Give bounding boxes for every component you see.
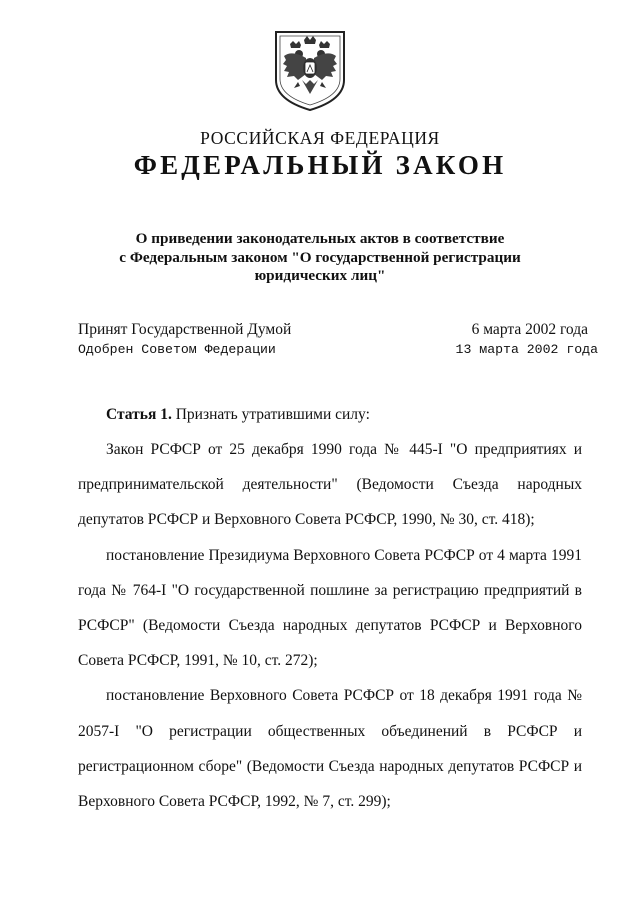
- duma-label: Принят Государственной Думой: [78, 321, 292, 338]
- council-date: 13 марта 2002 года: [455, 342, 598, 357]
- law-title-line: О приведении законодательных актов в соответствие: [135, 230, 505, 247]
- law-title-line: с Федеральным законом "О государственной регистрации: [119, 248, 521, 266]
- article-intro: Признать утратившими силу:: [175, 406, 370, 423]
- article-heading: [106, 406, 370, 424]
- council-label: Одобрен Советом Федерации: [78, 342, 276, 357]
- country-name: РОССИЙСКАЯ ФЕДЕРАЦИЯ: [200, 128, 440, 148]
- article-body: [78, 432, 582, 819]
- article-label: Статья 1.: [106, 406, 172, 423]
- law-title-line: юридических лиц": [254, 267, 386, 284]
- law-title: [0, 230, 640, 286]
- duma-date: 6 марта 2002 года: [471, 321, 588, 338]
- article-item: постановление Президиума Верховного Совета РСФСР от 4 марта 1991 года № 764-I "О государственной пошлине за регистрацию предприятий в РСФСР" (Ведомости Съезда народных депутатов РСФСР и Верховного Совета РСФСР, 1991, № 10, ст. 272);: [78, 546, 582, 670]
- document-type: ФЕДЕРАЛЬНЫЙ ЗАКОН: [133, 150, 507, 180]
- article-item: постановление Верховного Совета РСФСР от 18 декабря 1991 года № 2057-I "О регистрации общественных объединений в РСФСР и регистрационном сборе" (Ведомости Съезда народных депутатов РСФСР и Верховного Совета РСФСР, 1992, № 7, ст. 299);: [78, 687, 582, 811]
- coat-of-arms-icon: [272, 28, 348, 112]
- article-item: Закон РСФСР от 25 декабря 1990 года № 445-I "О предприятиях и предпринимательской деятельности" (Ведомости Съезда народных депутатов РСФСР и Верховного Совета РСФСР, 1990, № 30, ст. 418);: [78, 441, 582, 529]
- duma-adoption-row: [78, 321, 598, 339]
- council-approval-row: [78, 342, 598, 357]
